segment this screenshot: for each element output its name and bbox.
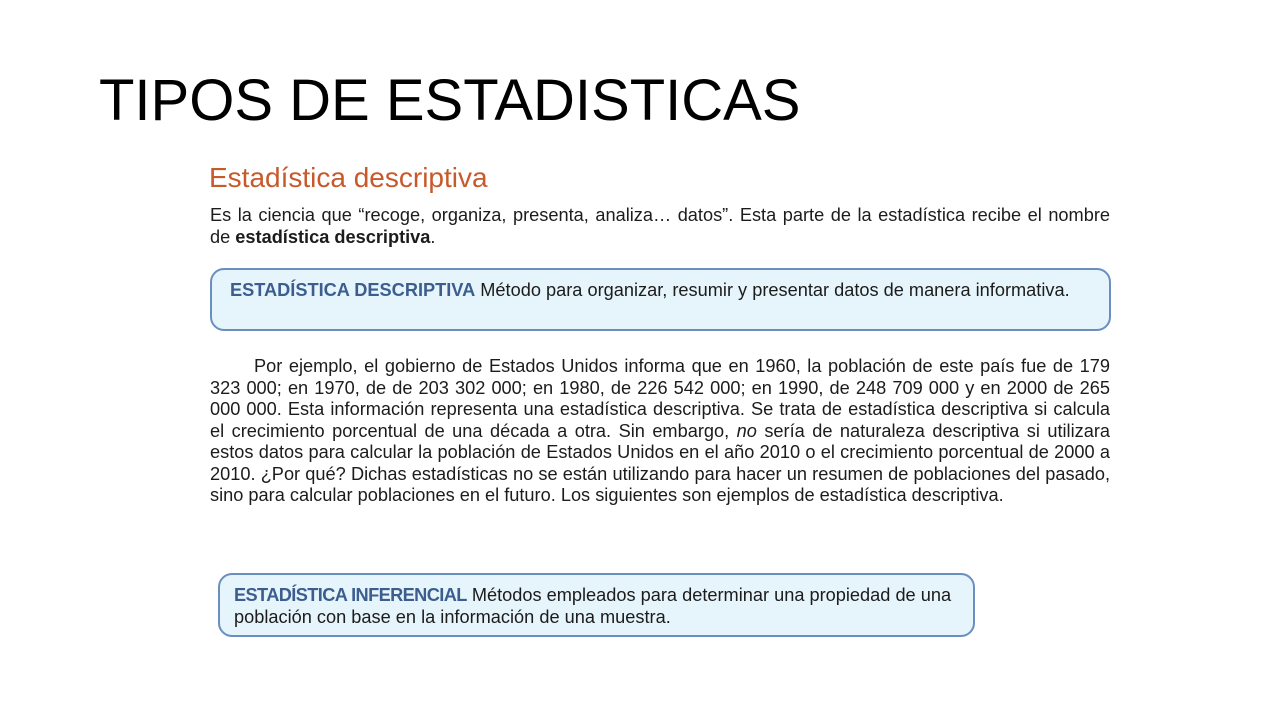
definition-term: ESTADÍSTICA DESCRIPTIVA bbox=[230, 280, 476, 300]
intro-text: Es la ciencia que “recoge, organiza, presenta, analiza… datos”. Esta parte de la estadística recibe el nombre de bbox=[210, 205, 1110, 247]
definition-box-descriptive bbox=[210, 268, 1111, 331]
slide-title: TIPOS DE ESTADISTICAS bbox=[99, 68, 801, 133]
intro-bold-term: estadística descriptiva bbox=[235, 227, 431, 247]
example-text-end: sería de naturaleza descriptiva si utilizara estos datos para calcular la población de Estados Unidos en el año 2010 o el crecimiento porcentual de 2000 a 2010. ¿Por qué? Dichas estadísticas no se están utilizando para hacer un resumen de poblaciones del pasado, sino para calcular poblaciones en el futuro. Los siguientes son ejemplos de estadística descriptiva. bbox=[210, 420, 1110, 505]
definition-text: Método para organizar, resumir y presentar datos de manera informativa. bbox=[480, 280, 1070, 300]
section-heading: Estadística descriptiva bbox=[209, 162, 488, 193]
example-italic-word: no bbox=[736, 420, 757, 441]
example-paragraph bbox=[210, 356, 1110, 507]
definition-text: Métodos empleados para determinar una propiedad de una población con base en la información de una muestra. bbox=[234, 585, 952, 627]
intro-text-end: . bbox=[430, 227, 436, 247]
definition-term: ESTADÍSTICA INFERENCIAL bbox=[234, 585, 467, 605]
definition-box-inferential bbox=[218, 573, 975, 637]
intro-paragraph bbox=[210, 204, 1110, 248]
example-text: Por ejemplo, el gobierno de Estados Unidos informa que en 1960, la población de este país fue de 179 323 000; en 1970, de de 203 302 000; en 1980, de 226 542 000; en 1990, de 248 709 000 y en 2000 de 265 000 000. Esta información representa una estadística descriptiva. Se trata de estadística descriptiva si calcula el crecimiento porcentual de una década a otra. Sin embargo, bbox=[210, 356, 1110, 441]
